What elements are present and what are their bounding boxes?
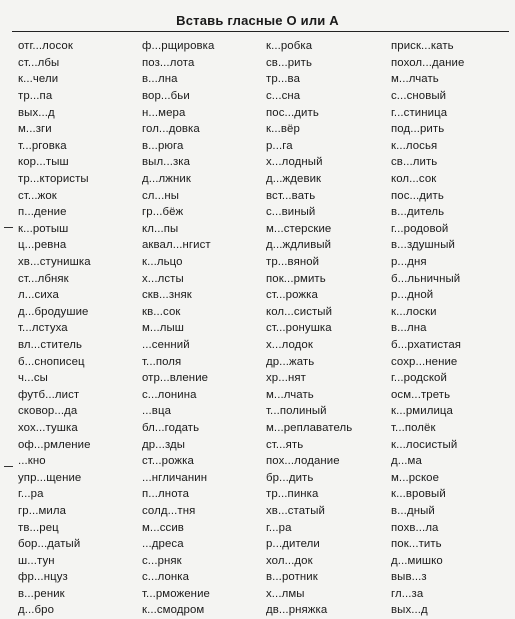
word-item: ст...жок	[18, 189, 57, 202]
word-item: к...робка	[266, 40, 313, 53]
word-row	[18, 204, 515, 221]
word-item: с...лонина	[142, 388, 197, 401]
word-row	[18, 71, 515, 88]
word-item: скв...зняк	[142, 289, 192, 302]
word-row	[18, 187, 515, 204]
word-row	[18, 337, 515, 354]
word-item: б...рхатистая	[391, 338, 462, 351]
word-item: тр...пинка	[266, 488, 319, 501]
word-item: тр...вяной	[266, 256, 320, 269]
word-item: тр...ктористы	[18, 173, 89, 186]
word-item: м...ссив	[142, 521, 184, 534]
word-row	[18, 287, 515, 304]
word-item: гл...за	[391, 587, 424, 600]
word-item: д...ждливый	[266, 239, 332, 252]
word-item: ц...ревна	[18, 239, 67, 252]
word-item: в...реник	[18, 587, 65, 600]
word-item: с...сна	[266, 90, 301, 103]
word-item: д...ждевик	[266, 173, 322, 186]
word-item: м...лыш	[142, 322, 184, 335]
word-item: вых...д	[391, 604, 428, 617]
word-item: бор...датый	[18, 538, 81, 551]
word-item: сковор...да	[18, 405, 78, 418]
word-item: в...дитель	[391, 206, 445, 219]
word-item: к...лосистый	[391, 438, 458, 451]
word-item: ст...лбы	[18, 56, 60, 69]
word-item: б...снописец	[18, 355, 85, 368]
word-item: дв...рняжка	[266, 604, 328, 617]
word-item: т...рможение	[142, 587, 210, 600]
word-item: бр...дить	[266, 471, 314, 484]
word-item: пок...тить	[391, 538, 442, 551]
word-item: ...сенний	[142, 338, 190, 351]
word-item: г...родовой	[391, 222, 449, 235]
word-item: п...лнота	[142, 488, 190, 501]
word-item: вл...ститель	[18, 338, 83, 351]
word-item: т...полёк	[391, 421, 436, 434]
word-item: к...льцо	[142, 256, 183, 269]
word-item: кор...тыш	[18, 156, 69, 169]
word-item: хв...статый	[266, 504, 325, 517]
word-item: вор...бьи	[142, 90, 190, 103]
word-item: др...жать	[266, 355, 315, 368]
word-item: х...лсты	[142, 272, 184, 285]
word-item: т...поля	[142, 355, 182, 368]
word-item: св...рить	[266, 56, 312, 69]
word-item: аквал...нгист	[142, 239, 211, 252]
word-item: ст...ронушка	[266, 322, 332, 335]
word-item: м...лчать	[391, 73, 439, 86]
word-item: с...рняк	[142, 554, 182, 567]
word-row	[18, 552, 515, 569]
word-item: ...нгличанин	[142, 471, 208, 484]
word-row	[18, 270, 515, 287]
word-item: кл...пы	[142, 222, 179, 235]
word-item: с...сновый	[391, 90, 447, 103]
word-item: м...рское	[391, 471, 440, 484]
word-item: гр...мила	[18, 504, 67, 517]
word-item: отр...вление	[142, 372, 209, 385]
word-item: похв...ла	[391, 521, 439, 534]
word-row	[18, 469, 515, 486]
word-row	[18, 304, 515, 321]
word-item: ст...рожка	[266, 289, 318, 302]
word-item: св...лить	[391, 156, 438, 169]
word-item: м...лчать	[266, 388, 314, 401]
word-item: ст...лбняк	[18, 272, 69, 285]
word-item: пох...лодание	[266, 455, 340, 468]
word-item: д...ма	[391, 455, 422, 468]
word-item: вст...вать	[266, 189, 316, 202]
word-row	[18, 453, 515, 470]
word-row	[18, 486, 515, 503]
word-item: б...льничный	[391, 272, 461, 285]
margin-mark	[4, 466, 13, 467]
word-item: др...зды	[142, 438, 186, 451]
word-row	[18, 121, 515, 138]
word-item: похол...дание	[391, 56, 465, 69]
word-item: д...мишко	[391, 554, 443, 567]
word-item: к...рмилица	[391, 405, 453, 418]
word-item: г...стиница	[391, 106, 448, 119]
word-row	[18, 602, 515, 619]
word-row	[18, 138, 515, 155]
word-item: под...рить	[391, 123, 445, 136]
word-item: приск...кать	[391, 40, 454, 53]
margin-mark	[4, 227, 13, 228]
word-item: ст...ять	[266, 438, 304, 451]
word-row	[18, 519, 515, 536]
word-item: т...полиный	[266, 405, 327, 418]
word-item: выл...зка	[142, 156, 191, 169]
word-item: в...здушный	[391, 239, 455, 252]
word-item: бл...годать	[142, 421, 200, 434]
word-item: к...вровый	[391, 488, 446, 501]
word-item: к...чели	[18, 73, 59, 86]
word-item: к...ротыш	[18, 222, 69, 235]
word-item: пос...дить	[391, 189, 444, 202]
word-item: гр...бёж	[142, 206, 184, 219]
word-item: д...бродушие	[18, 305, 89, 318]
word-row	[18, 88, 515, 105]
word-item: кол...сок	[391, 173, 437, 186]
word-item: вых...д	[18, 106, 55, 119]
word-item: тв...рец	[18, 521, 59, 534]
word-row	[18, 154, 515, 171]
word-item: сохр...нение	[391, 355, 458, 368]
word-item: упр...щение	[18, 471, 82, 484]
header-rule	[12, 31, 509, 32]
word-item: т...рговка	[18, 139, 67, 152]
word-item: пос...дить	[266, 106, 319, 119]
word-row	[18, 353, 515, 370]
word-item: г...родской	[391, 372, 447, 385]
word-item: тр...ва	[266, 73, 301, 86]
word-row	[18, 370, 515, 387]
word-item: м...зги	[18, 123, 52, 136]
word-row	[18, 55, 515, 72]
word-row	[18, 237, 515, 254]
word-item: м...стерские	[266, 222, 332, 235]
word-item: в...рюга	[142, 139, 184, 152]
word-item: ш...тун	[18, 554, 55, 567]
word-item: тр...па	[18, 90, 53, 103]
word-row	[18, 420, 515, 437]
word-item: солд...тня	[142, 504, 196, 517]
word-item: п...дение	[18, 206, 67, 219]
word-item: ф...рщировка	[142, 40, 215, 53]
word-row	[18, 436, 515, 453]
word-row	[18, 403, 515, 420]
word-item: футб...лист	[18, 388, 80, 401]
word-row	[18, 586, 515, 603]
word-item: х...лодок	[266, 338, 313, 351]
word-item: н...мера	[142, 106, 186, 119]
word-item: ...кно	[18, 455, 46, 468]
word-item: оф...рмление	[18, 438, 91, 451]
word-row	[18, 254, 515, 271]
word-item: в...дный	[391, 504, 435, 517]
word-row	[18, 386, 515, 403]
word-row	[18, 38, 515, 55]
word-item: к...лоски	[391, 305, 437, 318]
word-row	[18, 221, 515, 238]
word-item: пок...рмить	[266, 272, 326, 285]
word-item: поз...лота	[142, 56, 195, 69]
word-item: к...вёр	[266, 123, 300, 136]
word-item: отг...лосок	[18, 40, 73, 53]
word-item: л...сиха	[18, 289, 59, 302]
word-row	[18, 503, 515, 520]
word-item: м...реплаватель	[266, 421, 353, 434]
word-item: р...дня	[391, 256, 427, 269]
word-item: фр...нцуз	[18, 571, 68, 584]
word-item: кол...систый	[266, 305, 333, 318]
word-item: в...лна	[142, 73, 178, 86]
word-item: г...ра	[18, 488, 44, 501]
word-item: г...ра	[266, 521, 292, 534]
word-row	[18, 320, 515, 337]
word-grid	[18, 38, 515, 619]
word-item: хох...тушка	[18, 421, 78, 434]
word-item: ст...рожка	[142, 455, 194, 468]
word-item: т...лстуха	[18, 322, 68, 335]
word-item: хр...нят	[266, 372, 306, 385]
word-row	[18, 171, 515, 188]
word-item: д...лжник	[142, 173, 191, 186]
word-item: в...ротник	[266, 571, 318, 584]
word-item: д...бро	[18, 604, 55, 617]
word-item: гол...довка	[142, 123, 200, 136]
word-item: хв...стунишка	[18, 256, 91, 269]
header	[0, 0, 515, 34]
word-item: хол...док	[266, 554, 313, 567]
word-item: с...виный	[266, 206, 316, 219]
word-item: с...лонка	[142, 571, 190, 584]
word-item: в...лна	[391, 322, 427, 335]
word-item: р...дители	[266, 538, 320, 551]
word-item: р...га	[266, 139, 293, 152]
word-item: осм...треть	[391, 388, 451, 401]
word-row	[18, 536, 515, 553]
word-row	[18, 104, 515, 121]
word-row	[18, 569, 515, 586]
word-item: ч...сы	[18, 372, 48, 385]
word-item: выв...з	[391, 571, 427, 584]
word-item: р...дной	[391, 289, 434, 302]
word-item: кв...сок	[142, 305, 181, 318]
word-item: ...вца	[142, 405, 172, 418]
page-title: Вставь гласные О или А	[176, 13, 339, 28]
word-item: к...смодром	[142, 604, 205, 617]
word-item: х...лмы	[266, 587, 305, 600]
word-item: ...дреса	[142, 538, 184, 551]
word-item: к...лосья	[391, 139, 438, 152]
word-item: сл...ны	[142, 189, 180, 202]
word-item: х...лодный	[266, 156, 323, 169]
